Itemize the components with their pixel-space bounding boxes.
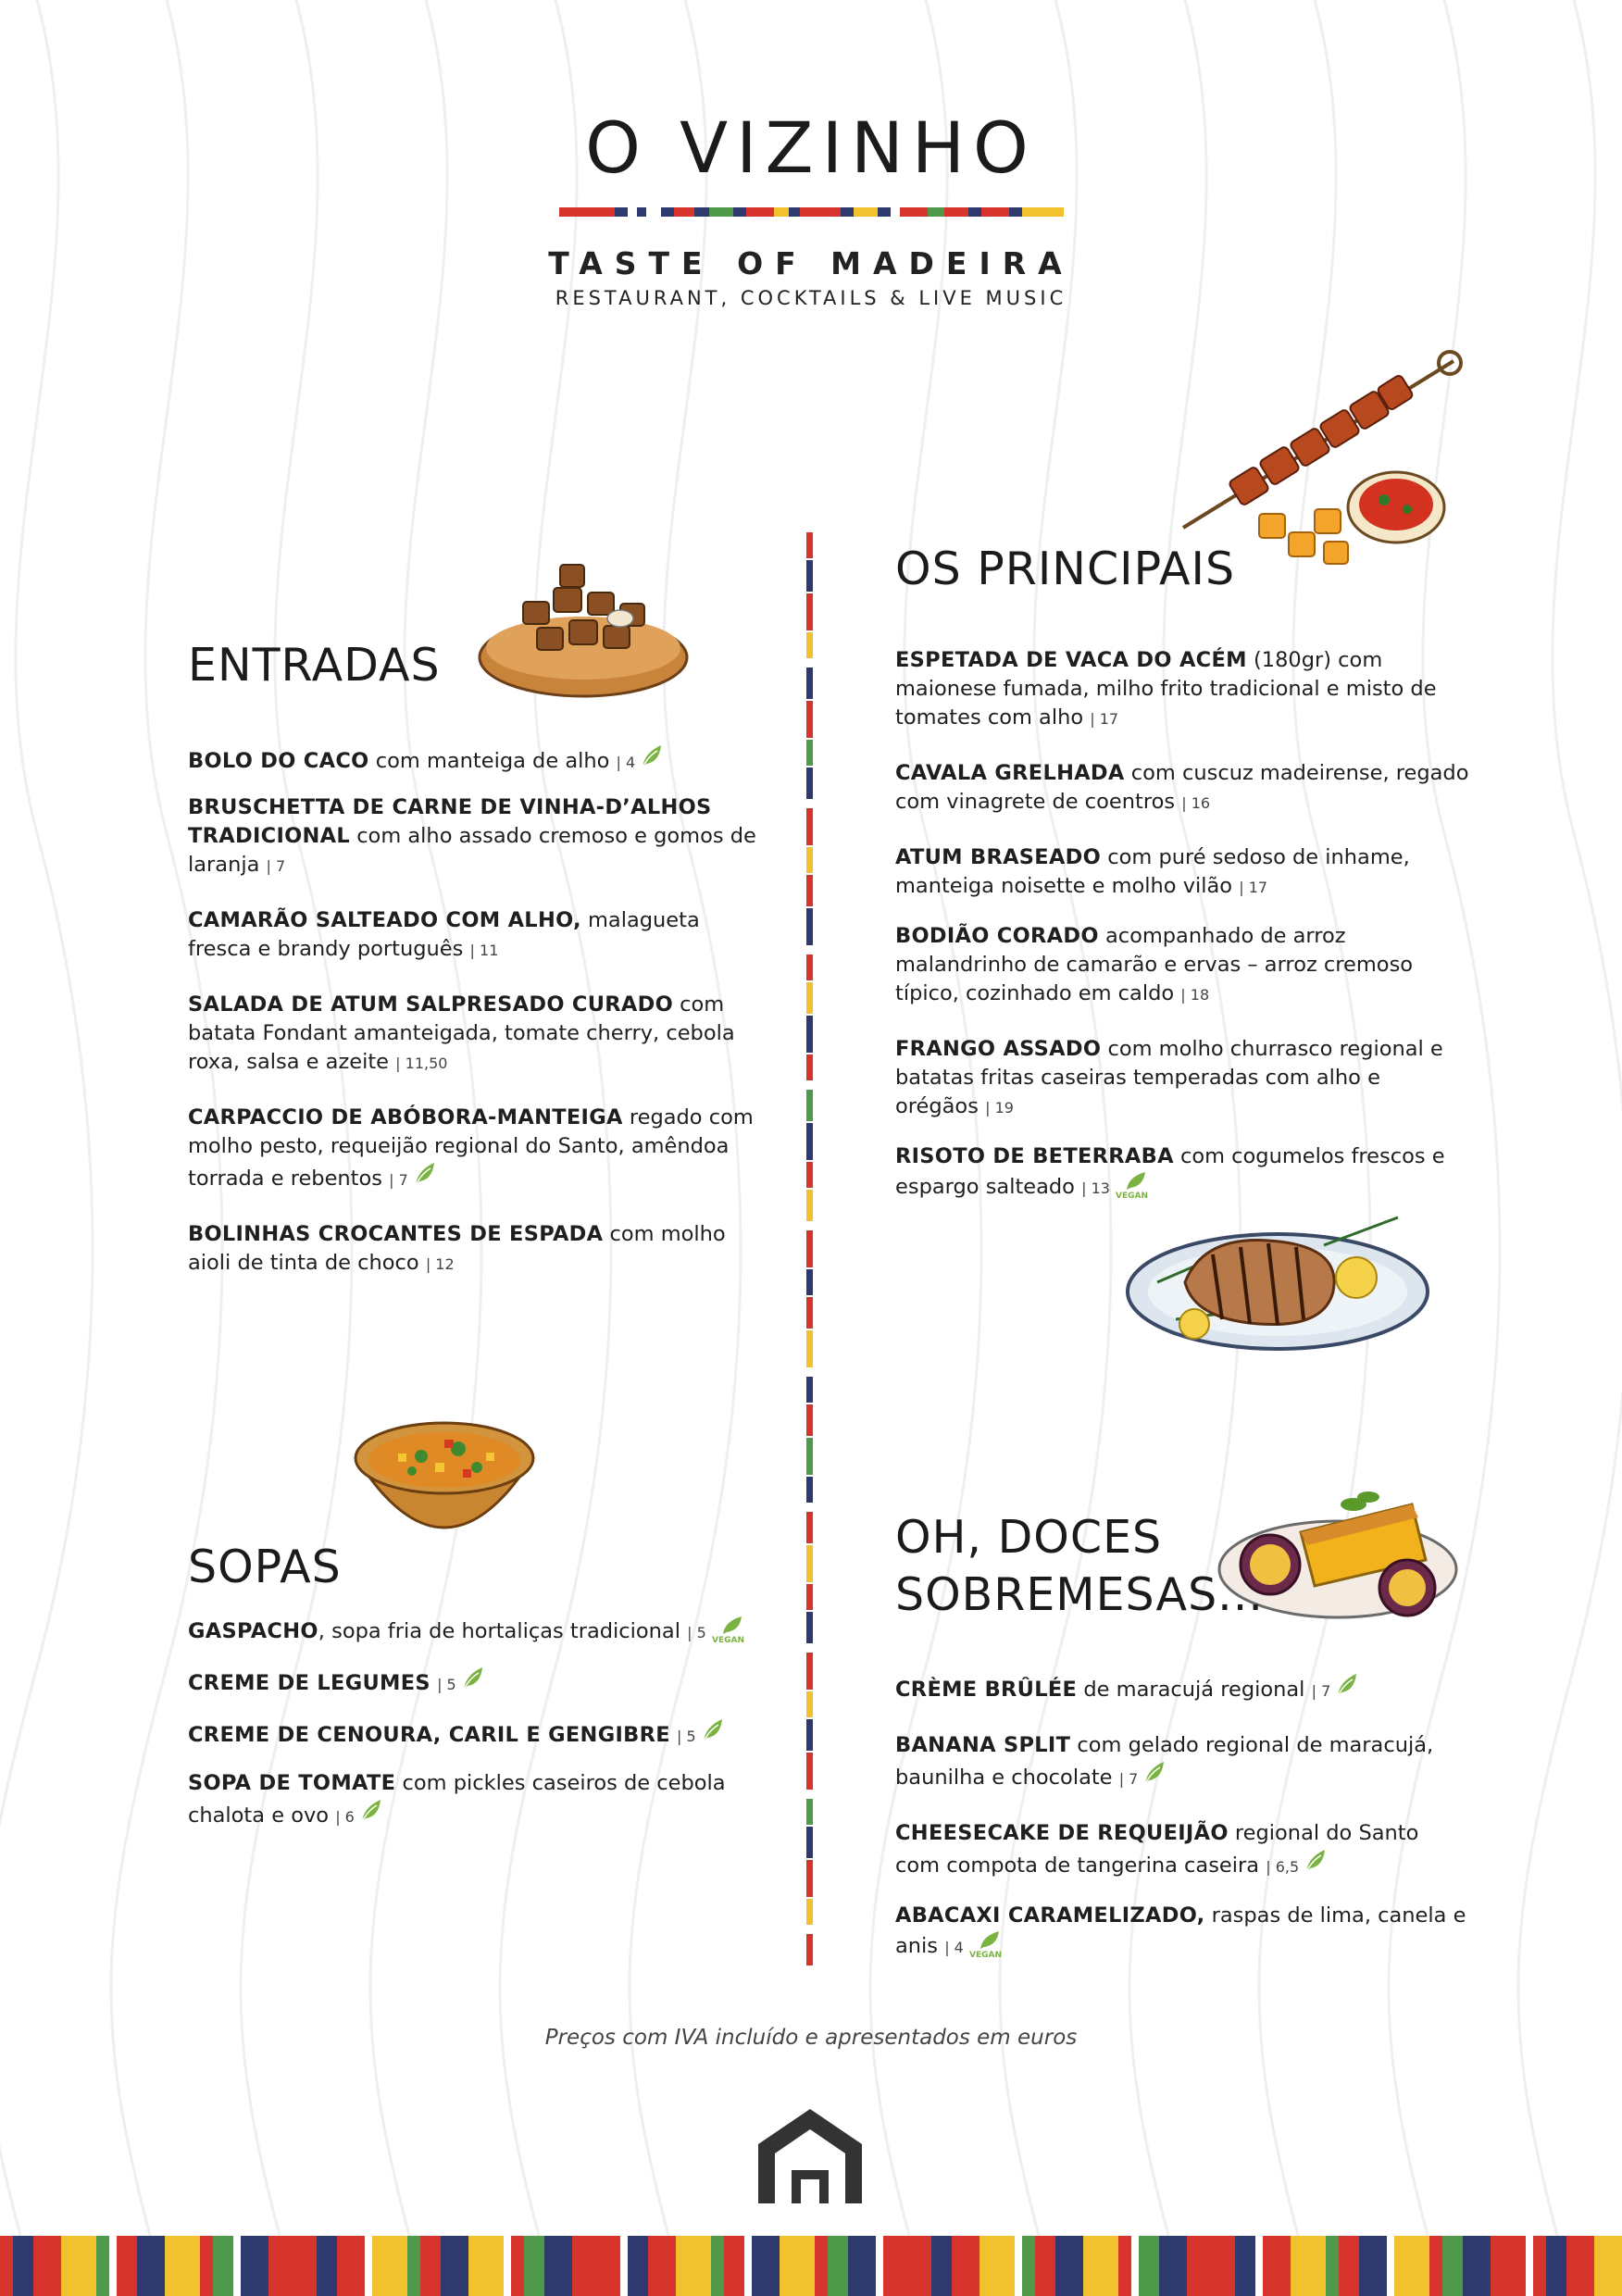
item-desc: com molho churrasco regional e batatas fritas caseiras temperadas com alho e orégãos	[895, 1037, 1443, 1118]
section-title-principais: OS PRINCIPAIS	[895, 543, 1236, 595]
soup-bowl-illustration	[347, 1412, 542, 1560]
leaf-icon	[412, 1161, 436, 1187]
brand-name: O VIZINHO	[585, 106, 1037, 189]
menu-item	[188, 1220, 762, 1279]
item-price: | 5	[687, 1624, 706, 1641]
vegan-icon	[969, 1930, 1003, 1958]
item-price: | 4	[616, 754, 636, 771]
item-name: CRÈME BRÛLÉE	[895, 1678, 1078, 1702]
item-price: | 7	[1311, 1682, 1331, 1700]
menu-item	[188, 906, 762, 965]
item-name: CREME DE CENOURA, CARIL E GENGIBRE	[188, 1723, 670, 1747]
item-name: BOLO DO CACO	[188, 749, 369, 773]
item-desc: com cuscuz madeirense, regado com vinagrete de coentros	[895, 761, 1469, 814]
item-price: | 12	[425, 1255, 455, 1273]
item-name: ATUM BRASEADO	[895, 845, 1102, 869]
principais-list	[895, 646, 1469, 1203]
menu-item	[895, 759, 1469, 817]
entradas-list	[188, 743, 762, 1279]
menu-item	[188, 793, 762, 880]
brand-header	[0, 106, 1622, 309]
item-name: BODIÃO CORADO	[895, 924, 1099, 948]
item-desc: com puré sedoso de inhame, manteiga noisette e molho vilão	[895, 845, 1410, 898]
sopas-list	[188, 1616, 762, 1831]
item-name: CAVALA GRELHADA	[895, 761, 1125, 785]
item-name: FRANGO ASSADO	[895, 1037, 1102, 1061]
brand-tagline: TASTE OF MADEIRA	[548, 245, 1074, 281]
item-name: CAMARÃO SALTEADO COM ALHO,	[188, 908, 581, 932]
menu-item	[895, 922, 1469, 1009]
item-name: ABACAXI CARAMELIZADO,	[895, 1903, 1205, 1928]
section-title-sopas: SOPAS	[188, 1541, 342, 1593]
bolo-do-caco-illustration	[472, 546, 694, 704]
menu-item	[188, 1769, 762, 1831]
vegan-icon	[1116, 1171, 1149, 1199]
item-desc: com alho assado cremoso e gomos de laranja	[188, 824, 756, 877]
item-name: CREME DE LEGUMES	[188, 1671, 430, 1695]
svg-text:VEGAN: VEGAN	[711, 1636, 744, 1643]
item-name: BRUSCHETTA DE CARNE DE VINHA-D’ALHOS TRADICIONAL	[188, 795, 712, 848]
svg-text:VEGAN: VEGAN	[968, 1951, 1002, 1958]
item-name: RISOTO DE BETERRABA	[895, 1144, 1174, 1168]
item-price: | 11	[469, 942, 499, 959]
menu-item	[895, 1731, 1469, 1793]
item-desc: regado com molho pesto, requeijão regional do Santo, amêndoa torrada e rebentos	[188, 1105, 754, 1191]
menu-item	[188, 1616, 762, 1647]
item-price: | 11,50	[395, 1054, 448, 1072]
item-name: BOLINHAS CROCANTES DE ESPADA	[188, 1222, 604, 1246]
bottom-decorative-stripe	[0, 2236, 1622, 2296]
item-name: CHEESECAKE DE REQUEIJÃO	[895, 1821, 1229, 1845]
item-price: | 7	[389, 1171, 408, 1189]
item-desc: de maracujá regional	[1083, 1678, 1305, 1702]
item-name: ESPETADA DE VACA DO ACÉM	[895, 648, 1247, 672]
doces-list	[895, 1672, 1469, 1962]
item-price: | 7	[1118, 1770, 1139, 1788]
item-price: | 18	[1180, 986, 1210, 1004]
item-desc: com manteiga de alho	[375, 749, 610, 773]
item-price: | 13	[1081, 1179, 1110, 1197]
fish-plate-illustration	[1120, 1190, 1435, 1356]
item-price: | 6	[335, 1808, 355, 1826]
section-title-entradas: ENTRADAS	[188, 639, 441, 692]
leaf-icon	[1303, 1848, 1327, 1874]
item-desc: com cogumelos frescos e espargo salteado	[895, 1144, 1445, 1199]
item-name: GASPACHO	[188, 1619, 318, 1643]
footer-price-note: Preços com IVA incluído e apresentados em euros	[544, 2026, 1078, 2050]
item-desc: regional do Santo com compota de tangerina caseira	[895, 1821, 1419, 1878]
section-title-line: SOBREMESAS...	[895, 1568, 1264, 1621]
leaf-icon	[1334, 1672, 1358, 1698]
item-name: SOPA DE TOMATE	[188, 1771, 396, 1795]
leaf-icon	[639, 743, 663, 769]
center-divider-stripe	[806, 532, 813, 1967]
item-price: | 16	[1181, 794, 1211, 812]
leaf-icon	[358, 1798, 382, 1824]
menu-item	[895, 1142, 1469, 1203]
menu-item	[895, 1672, 1469, 1705]
menu-item	[895, 1819, 1469, 1881]
brand-stripe	[559, 207, 1064, 217]
menu-item	[895, 1902, 1469, 1962]
item-desc: com pickles caseiros de cebola chalota e ovo	[188, 1771, 726, 1828]
item-desc: raspas de lima, canela e anis	[895, 1903, 1466, 1958]
item-price: | 17	[1239, 879, 1268, 896]
item-price: | 4	[944, 1939, 964, 1956]
menu-item	[188, 1717, 762, 1751]
section-title-doces	[895, 1509, 1264, 1624]
item-price: | 7	[266, 857, 286, 875]
leaf-icon	[700, 1717, 724, 1743]
brand-subtitle: RESTAURANT, COCKTAILS & LIVE MUSIC	[555, 287, 1067, 309]
leaf-icon	[1142, 1760, 1166, 1786]
item-price: | 6,5	[1266, 1858, 1300, 1876]
menu-item	[188, 991, 762, 1078]
item-desc: com gelado regional de maracujá, baunilha e chocolate	[895, 1733, 1434, 1790]
item-desc: malagueta fresca e brandy português	[188, 908, 700, 961]
item-name: BANANA SPLIT	[895, 1733, 1071, 1757]
house-logo-icon	[755, 2105, 866, 2207]
item-price: | 17	[1090, 710, 1119, 728]
svg-text:VEGAN: VEGAN	[1115, 1192, 1148, 1199]
menu-item	[895, 1035, 1469, 1122]
item-name: SALADA DE ATUM SALPRESADO CURADO	[188, 992, 674, 1017]
menu-item	[188, 1666, 762, 1699]
leaf-icon	[460, 1666, 484, 1691]
item-price: | 5	[677, 1728, 696, 1745]
item-name: CARPACCIO DE ABÓBORA-MANTEIGA	[188, 1105, 623, 1129]
item-price: | 5	[437, 1676, 456, 1693]
item-desc: acompanhado de arroz malandrinho de camarão e ervas – arroz cremoso típico, cozinhado em caldo	[895, 924, 1414, 1005]
item-desc: , sopa fria de hortaliças tradicional	[318, 1619, 680, 1643]
item-price: | 19	[985, 1099, 1014, 1117]
menu-item	[895, 646, 1469, 733]
item-desc: com batata Fondant amanteigada, tomate cherry, cebola roxa, salsa e azeite	[188, 992, 735, 1074]
menu-item	[188, 1104, 762, 1194]
item-desc: (180gr) com maionese fumada, milho frito tradicional e misto de tomates com alho	[895, 648, 1437, 730]
vegan-icon	[712, 1616, 745, 1643]
menu-item	[188, 743, 762, 777]
item-desc: com molho aioli de tinta de choco	[188, 1222, 726, 1275]
section-title-line: OH, DOCES	[895, 1511, 1163, 1564]
menu-item	[895, 843, 1469, 902]
